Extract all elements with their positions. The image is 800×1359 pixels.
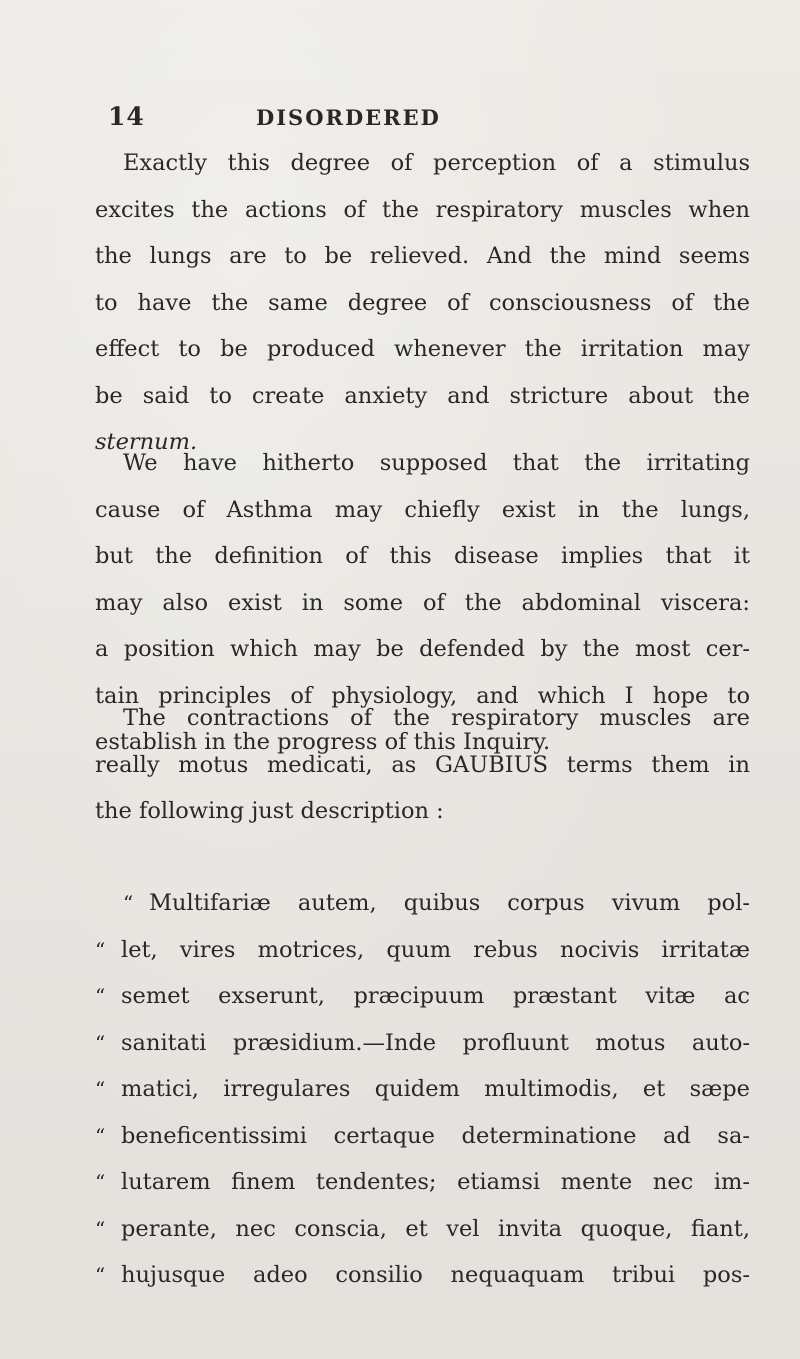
quote-line — [95, 973, 750, 1020]
quote-text: Multifariæ autem, quibus corpus vivum pol- — [149, 890, 750, 916]
paragraph-line: We have hitherto supposed that the irritating — [123, 450, 750, 476]
paragraph-line: be said to create anxiety and stricture about the — [95, 382, 750, 409]
paragraph-line: sternum. — [95, 429, 198, 455]
quote-mark: “ — [95, 1123, 106, 1148]
quote-line — [95, 1020, 750, 1067]
paragraph-line: The contractions of the respiratory muscles are — [123, 705, 750, 731]
paragraph-line: a position which may be defended by the most cer- — [95, 636, 750, 662]
quote-line — [95, 880, 750, 927]
quote-text: hujusque adeo consilio nequaquam tribui pos- — [121, 1262, 750, 1288]
quote-mark: “ — [95, 984, 106, 1008]
quote-text: perante, nec conscia, et vel invita quoque, fiant, — [121, 1215, 750, 1242]
latin-quotation — [95, 880, 750, 1299]
quote-mark: “ — [95, 1030, 106, 1055]
paragraph-3 — [95, 695, 750, 835]
paragraph-line: effect to be produced whenever the irritation may — [95, 336, 750, 362]
quote-line — [95, 1252, 750, 1299]
paragraph-line: really motus medicati, as GAUBIUS terms them in — [95, 751, 750, 778]
quote-line — [95, 1066, 750, 1113]
quote-mark: “ — [123, 891, 134, 915]
paragraph-line: Exactly this degree of perception of a stimulus — [123, 150, 750, 176]
paragraph-line: tain principles of physiology, and which I hope to — [95, 682, 750, 709]
paragraph-line: excites the actions of the respiratory muscles when — [95, 196, 750, 223]
quote-line — [95, 927, 750, 974]
quote-line — [95, 1113, 750, 1160]
paragraph-line: but the definition of this disease implies that it — [95, 543, 750, 569]
quote-mark: “ — [95, 1170, 106, 1194]
quote-line — [95, 1159, 750, 1206]
quote-text: lutarem finem tendentes; etiamsi mente nec im- — [121, 1169, 750, 1195]
quote-mark: “ — [95, 1077, 106, 1101]
quote-text: matici, irregulares quidem multimodis, et sæpe — [121, 1076, 750, 1102]
paragraph-line: to have the same degree of consciousness of the — [95, 289, 750, 316]
quote-text: beneficentissimi certaque determinatione ad sa- — [121, 1122, 750, 1149]
quote-mark: “ — [95, 937, 106, 962]
paragraph-line: may also exist in some of the abdominal viscera: — [95, 589, 750, 616]
quote-text: let, vires motrices, quum rebus nocivis irritatæ — [121, 936, 750, 963]
paragraph-1 — [95, 140, 750, 466]
page-header — [108, 102, 528, 142]
paragraph-line: cause of Asthma may chiefly exist in the lungs, — [95, 496, 750, 523]
running-head: DISORDERED — [256, 105, 441, 130]
quote-text: sanitati præsidium.—Inde profluunt motus auto- — [121, 1029, 750, 1056]
paragraph-line: the following just description : — [95, 798, 444, 824]
quote-line — [95, 1206, 750, 1253]
quote-text: semet exserunt, præcipuum præstant vitæ ac — [121, 983, 750, 1009]
paragraph-line: establish in the progress of this Inquiry. — [95, 729, 551, 755]
quote-mark: “ — [95, 1216, 106, 1241]
page-number: 14 — [108, 102, 145, 131]
quote-mark: “ — [95, 1263, 106, 1287]
paragraph-line: the lungs are to be relieved. And the mind seems — [95, 243, 750, 269]
